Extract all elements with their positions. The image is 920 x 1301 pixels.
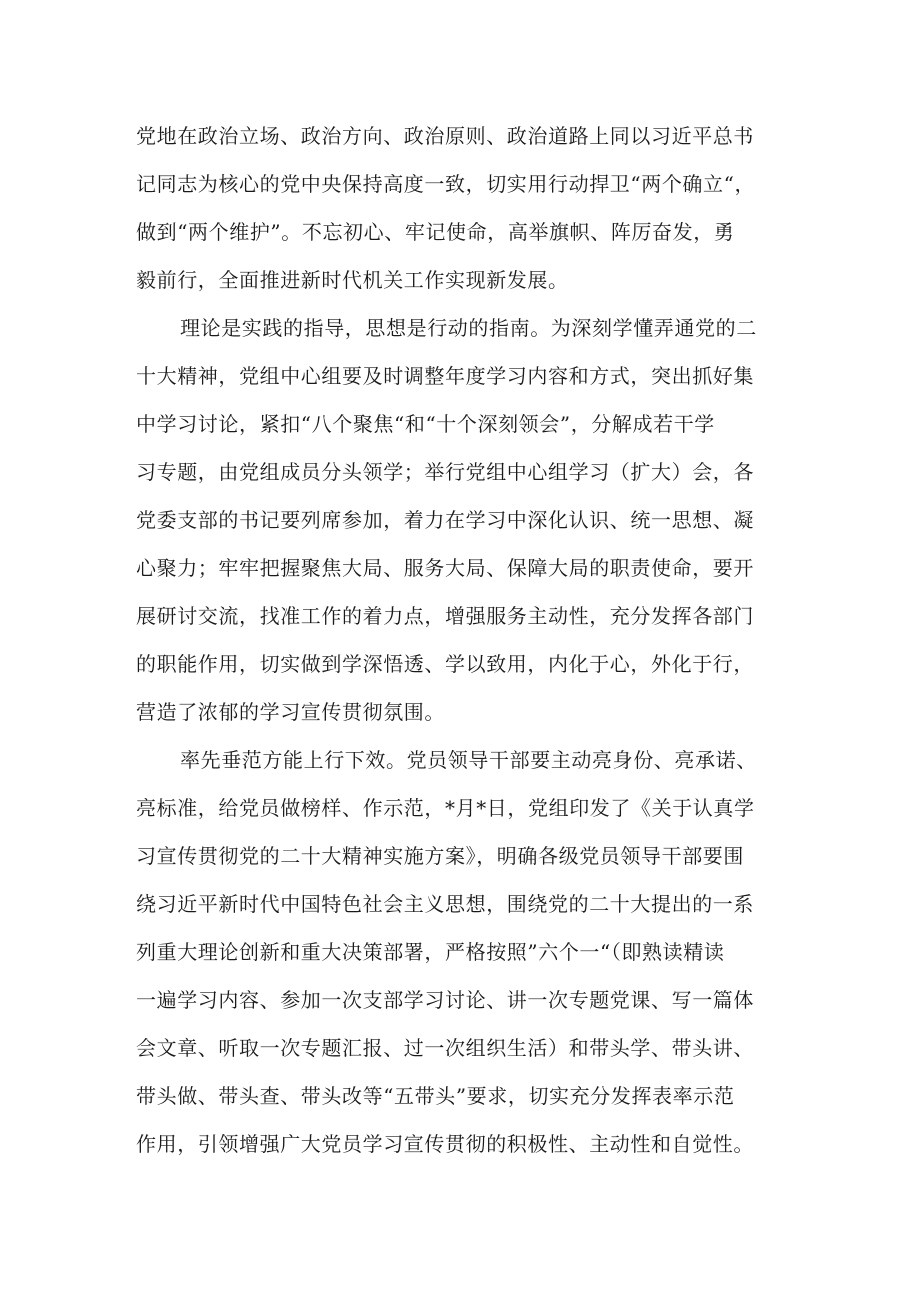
text-line: 列重大理论创新和重大决策部署，严格按照”六个一“（即熟读精读 bbox=[136, 940, 725, 964]
text-line: 毅前行，全面推进新时代机关工作实现新发展。 bbox=[136, 268, 569, 292]
text-line: 会文章、听取一次专题汇报、过一次组织生活）和带头学、带头讲、 bbox=[136, 1036, 754, 1060]
text-line: 习宣传贯彻党的二十大精神实施方案》，明确各级党员领导干部要围 bbox=[136, 844, 744, 868]
text-line: 中学习讨论，紧扣“八个聚焦“和“十个深刻领会”，分解成若干学 bbox=[136, 412, 715, 436]
text-line-first: 理论是实践的指导，思想是行动的指南。为深刻学懂弄通党的二 bbox=[180, 316, 757, 340]
document-body bbox=[136, 112, 796, 1168]
text-line: 作用，引领增强广大党员学习宣传贯彻的积极性、主动性和自觉性。 bbox=[136, 1132, 754, 1156]
text-line: 营造了浓郁的学习宣传贯彻氛围。 bbox=[136, 700, 445, 724]
text-line: 带头做、带头查、带头改等“五带头”要求，切实充分发挥表率示范 bbox=[136, 1084, 735, 1108]
text-line-first: 率先垂范方能上行下效。党员领导干部要主动亮身份、亮承诺、 bbox=[180, 748, 757, 772]
text-line: 记同志为核心的党中央保持高度一致，切实用行动捍卫“两个确立“， bbox=[136, 172, 756, 196]
text-line: 绕习近平新时代中国特色社会主义思想，围绕党的二十大提出的一系 bbox=[136, 892, 754, 916]
text-line: 党地在政治立场、政治方向、政治原则、政治道路上同以习近平总书 bbox=[136, 124, 754, 148]
text-line: 展研讨交流，找准工作的着力点，增强服务主动性，充分发挥各部门 bbox=[136, 604, 754, 628]
paragraph-3 bbox=[136, 736, 796, 1168]
text-line: 十大精神，党组中心组要及时调整年度学习内容和方式，突出抓好集 bbox=[136, 364, 754, 388]
text-line: 的职能作用，切实做到学深悟透、学以致用，内化于心，外化于行， bbox=[136, 652, 754, 676]
text-line: 党委支部的书记要列席参加，着力在学习中深化认识、统一思想、凝 bbox=[136, 508, 754, 532]
text-line: 亮标准，给党员做榜样、作示范，*月*日，党组印发了《关于认真学 bbox=[136, 796, 755, 820]
text-line: 做到“两个维护”。不忘初心、牢记使命，高举旗帜、阵厉奋发，勇 bbox=[136, 220, 735, 244]
text-line: 习专题，由党组成员分头领学；举行党组中心组学习（扩大）会，各 bbox=[136, 460, 754, 484]
text-line: 心聚力；牢牢把握聚焦大局、服务大局、保障大局的职责使命，要开 bbox=[136, 556, 754, 580]
text-line: 一遍学习内容、参加一次支部学习讨论、讲一次专题党课、写一篇体 bbox=[136, 988, 754, 1012]
paragraph-2 bbox=[136, 304, 796, 736]
paragraph-1 bbox=[136, 112, 796, 304]
